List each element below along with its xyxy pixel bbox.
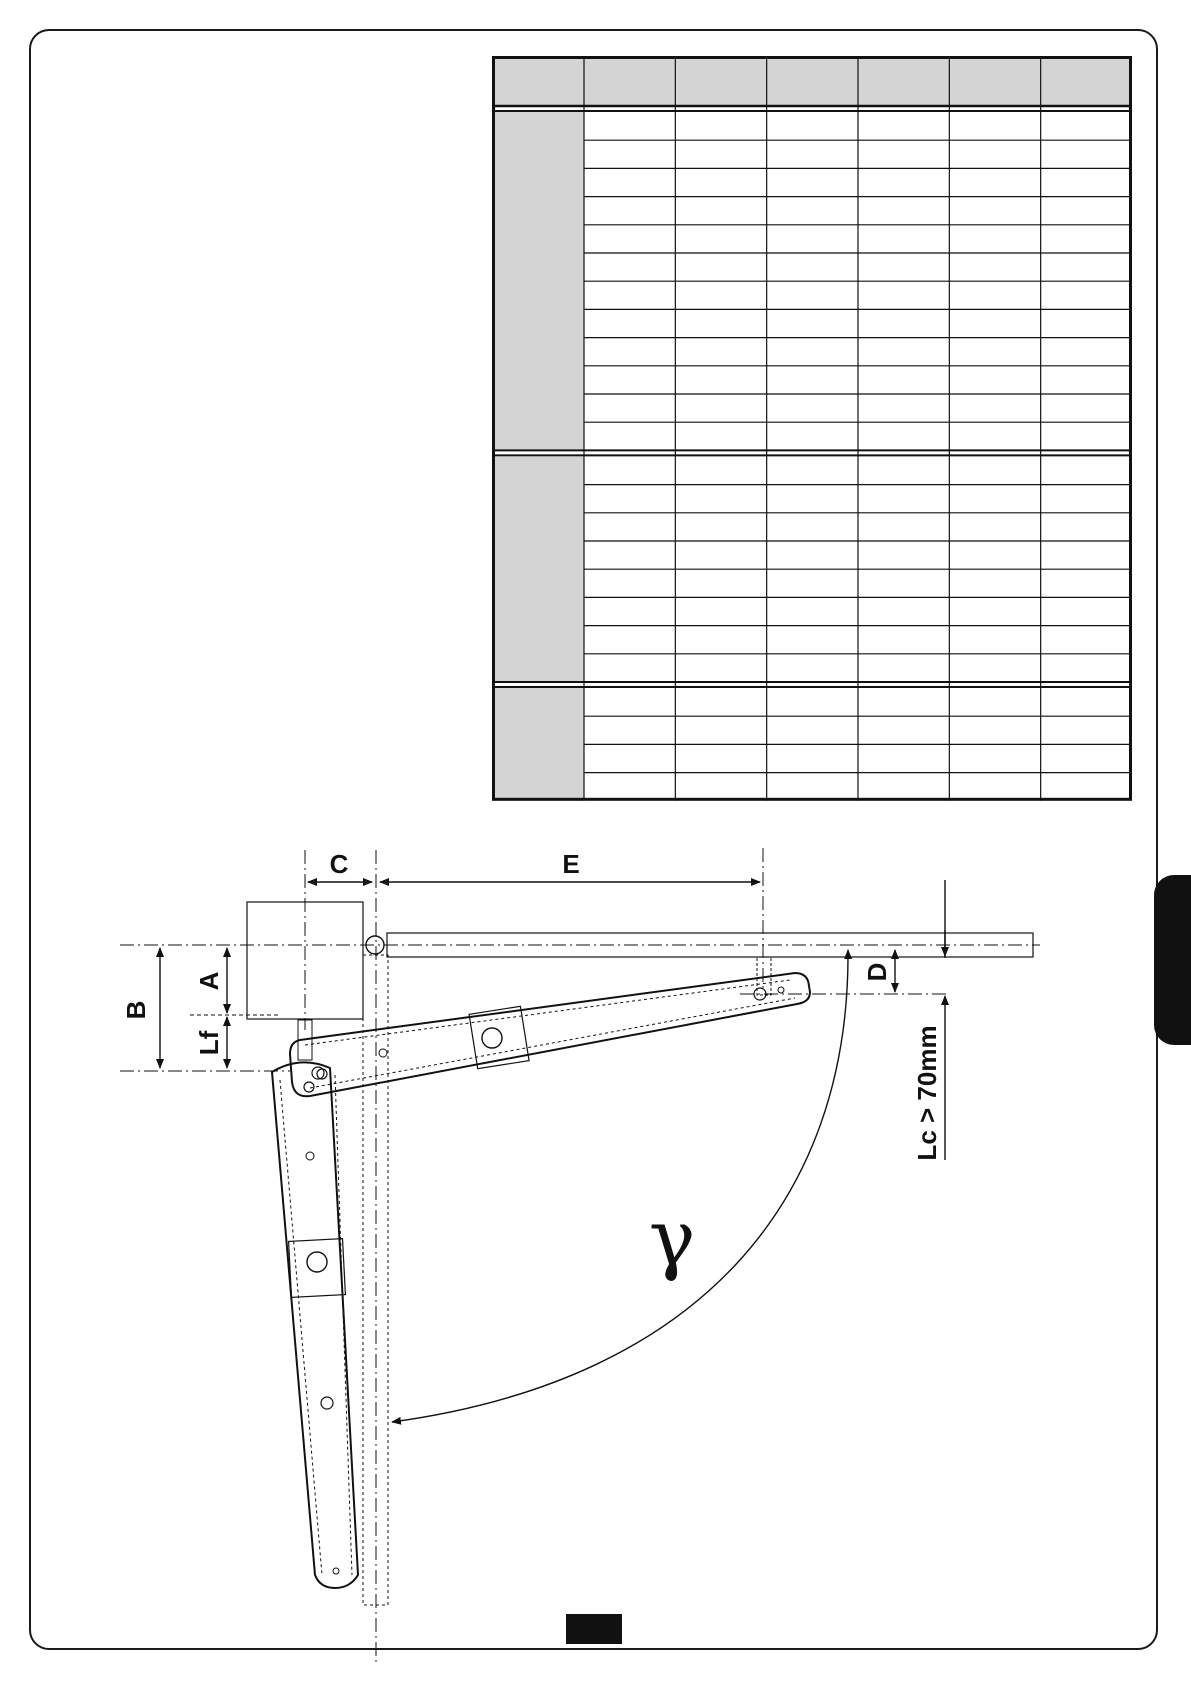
operator-closed-hole-2: [304, 1082, 314, 1092]
label-lc: Lc > 70mm: [912, 1025, 942, 1161]
operator-closed-inner: [305, 980, 795, 1088]
operator-closed: [290, 973, 810, 1096]
label-b: B: [121, 1000, 151, 1020]
label-lf: Lf: [194, 1030, 224, 1056]
operator-closed-screw: [379, 1049, 387, 1057]
label-gamma: γ: [648, 1194, 696, 1284]
operator-closed-knob: [482, 1028, 502, 1048]
operator-open-knob: [307, 1252, 327, 1272]
label-e: E: [562, 849, 580, 879]
label-d: D: [862, 962, 892, 982]
operator-open-inner: [280, 1075, 352, 1575]
operator-closed-pin-2: [778, 987, 784, 993]
operator-open-cover: [289, 1239, 346, 1298]
opening-angle-arc: [392, 950, 848, 1422]
label-a: A: [194, 971, 224, 991]
operator-open-pin-2: [333, 1568, 339, 1574]
operator-open-pin: [321, 1397, 333, 1409]
operator-open-screw: [306, 1152, 314, 1160]
label-c: C: [329, 849, 349, 879]
